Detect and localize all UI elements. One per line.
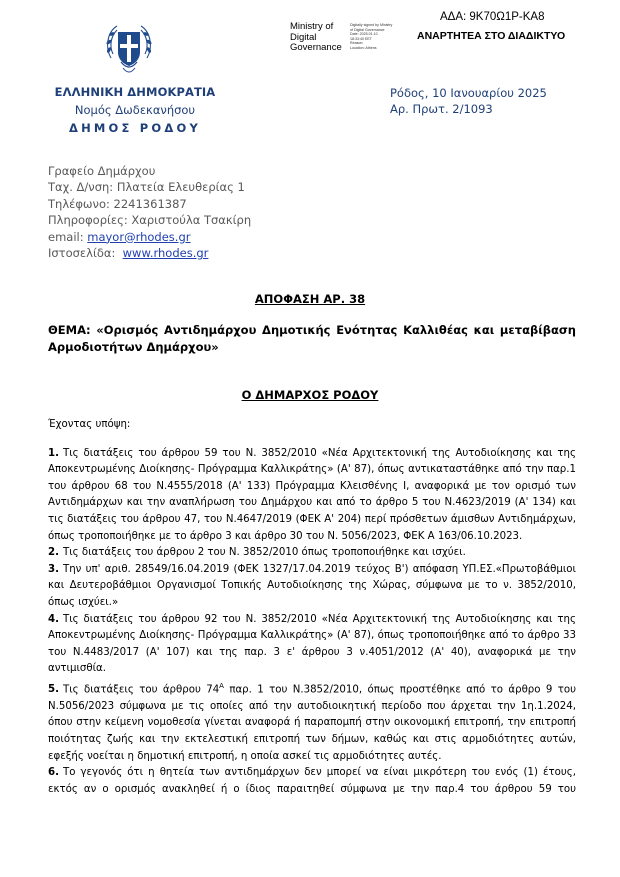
republic-name: ΕΛΛΗΝΙΚΗ ΔΗΜΟΚΡΑΤΙΑ: [54, 85, 216, 99]
subject-line-2: Αρμοδιοτήτων Δημάρχου»: [48, 340, 219, 354]
municipality-name: ΔΗΜΟΣ ΡΟΔΟΥ: [68, 121, 201, 135]
document-body: [48, 417, 576, 798]
ada-code: ΑΔΑ: 9Κ70Ω1Ρ-ΚΑ8: [440, 11, 545, 23]
document-meta: [390, 85, 547, 117]
digital-signature-details: Digitally signed by Ministry of Digital Governance Date: 2025.01.10 18:33:40 EET Reason: Location: Athens: [350, 23, 393, 50]
prefecture-name: Νομός Δωδεκανήσου: [74, 103, 196, 117]
document-date: Ρόδος, 10 Ιανουαρίου 2025: [390, 86, 547, 100]
office-phone: Τηλέφωνο: 2241361387: [48, 196, 187, 211]
decision-title: ΑΠΟΦΑΣΗ ΑΡ. 38: [254, 292, 366, 306]
post-online-label: ΑΝΑΡΤΗΤΕΑ ΣΤΟ ΔΙΑΔΙΚΤΥΟ: [417, 30, 566, 42]
ministry-label: Ministry of Digital Governance: [290, 21, 342, 53]
protocol-number: Αρ. Πρωτ. 2/1093: [390, 102, 493, 116]
subject-line-1: ΘΕΜΑ: «Ορισμός Αντιδημάρχου Δημοτικής Ενότητας Καλλιθέας και μεταβίβαση: [48, 323, 576, 337]
subject: [48, 322, 576, 356]
list-item: 1. Τις διατάξεις του άρθρου 59 του Ν. 3852/2010 «Νέα Αρχιτεκτονική της Αυτοδιοίκησης και της Αποκεντρωμένης Διοίκησης- Πρόγραμμα Καλλικράτης» (Α' 87), όπως αντικαταστάθηκε από την παρ.1 του άρθρου 68 του Ν.4555/2018 (Α' 133) Πρόγραμμα Κλεισθένης Ι, αναφορικά με τον ορισμό των Αντιδημάρχων και την αναπλήρωση του Δημάρχου και από το άρθρο 5 του Ν.4623/2019 (Α' 134) και τις διατάξεις του άρθρου 47, του Ν.4647/2019 (ΦΕΚ Α' 204) περί πρόσθετων άμισθων Αντιδημάρχων, όπως τροποποιήθηκε με το άρθρο 3 και άρθρο 30 του Ν. 5056/2023, ΦΕΚ Α 163/06.10.2023.: [48, 447, 576, 542]
letterhead: [40, 85, 230, 135]
list-item: 3. Την υπ' αριθ. 28549/16.04.2019 (ΦΕΚ 1327/17.04.2019 τεύχος Β') απόφαση ΥΠ.ΕΣ.«Πρωτοβάθμιοι και Δευτεροβάθμιοι Οργανισμοί Τοπικής Αυτοδιοίκησης της Χώρας, σύμφωνα με το ν. 3852/2010, όπως ισχύει.»: [48, 563, 576, 608]
office-address: Ταχ. Δ/νση: Πλατεία Ελευθερίας 1: [48, 180, 245, 195]
office-email-row: email: mayor@rhodes.gr: [48, 229, 191, 244]
mayor-heading: Ο ΔΗΜΑΡΧΟΣ ΡΟΔΟΥ: [241, 388, 379, 402]
list-item: 4. Τις διατάξεις του άρθρου 92 του Ν. 3852/2010 «Νέα Αρχιτεκτονική της Αυτοδιοίκησης και της Αποκεντρωμένης Διοίκησης- Πρόγραμμα Καλλικράτης» (Α' 87), όπως τροποποιήθηκε από το άρθρο 33 του Ν.4483/2017 (Α' 107) και της παρ. 3 ε' άρθρου 3 ν.4051/2012 (Α' 40), αναφορικά με την αντιμισθία.: [48, 613, 576, 675]
list-item: 6. Το γεγονός ότι η θητεία των αντιδημάρχων δεν μπορεί να είναι μικρότερη του ενός (1) έτους, εκτός αν ο ορισμός ανακληθεί ή ο ίδιος παραιτηθεί σύμφωνα με την παρ.4 του άρθρου 59 του: [48, 767, 576, 795]
list-item: 2. Τις διατάξεις του άρθρου 2 του Ν. 3852/2010 όπως τροποποιήθηκε και ισχύει.: [48, 547, 466, 559]
office-website-row: Ιστοσελίδα: www.rhodes.gr: [48, 246, 209, 261]
email-link[interactable]: mayor@rhodes.gr: [87, 229, 191, 244]
office-info: Πληροφορίες: Χαριστούλα Τσακίρη: [48, 213, 252, 228]
office-contact: [48, 163, 251, 261]
office-name: Γραφείο Δημάρχου: [48, 164, 156, 178]
website-link[interactable]: www.rhodes.gr: [122, 246, 209, 261]
intro-text: Έχοντας υπόψη:: [48, 419, 131, 430]
greek-emblem-icon: [101, 18, 157, 82]
list-item: 5. Τις διατάξεις του άρθρου $74^A$ παρ. 1 του Ν.3852/2010, όπως προστέθηκε από το άρθρο 9 του Ν.5056/2023 σύμφωνα με τις οποίες από την αυτοδιοικητική περίοδο που άρχεται την 1η.1.2024, όπου στην κείμενη νομοθεσία γίνεται αναφορά ή παραπομπή στην οικονομική επιτροπή, την επιτροπή ποιότητας ζωής και την εκτελεστική επιτροπή των δήμων, καθώς και στις αρμοδιότητες αυτών, εφεξής νοείται η δημοτική επιτροπή, η οποία ασκεί τις αρμοδιότητες αυτές.: [48, 681, 576, 762]
